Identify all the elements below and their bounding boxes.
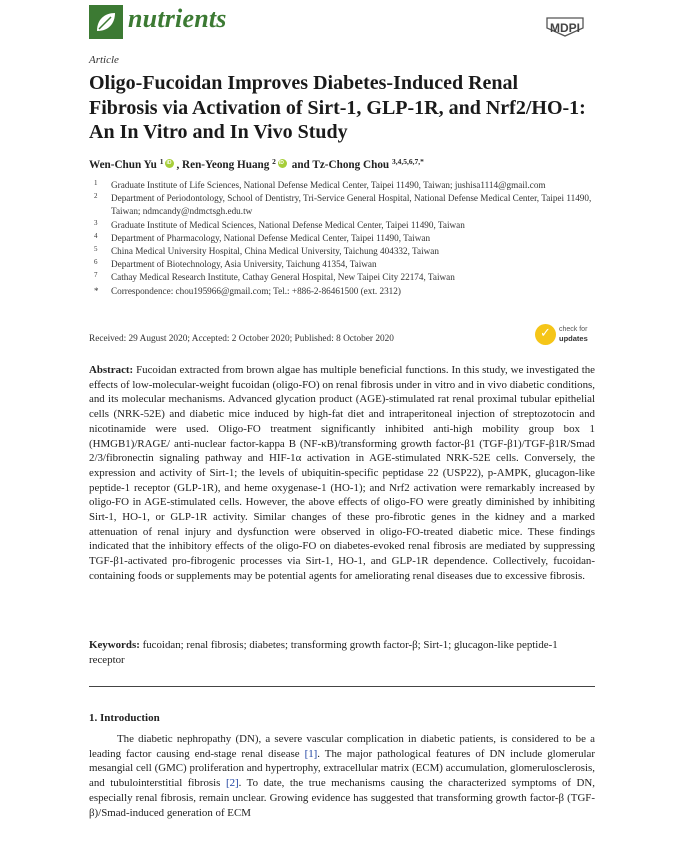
check-for-updates-badge[interactable] (535, 324, 597, 348)
citation-link[interactable]: [2] (225, 777, 239, 790)
affiliation-item (89, 232, 599, 245)
affiliation-item (89, 271, 599, 284)
article-type: Article (89, 54, 119, 66)
check-updates-label-bold: updates (559, 334, 588, 343)
publication-dates: Received: 29 August 2020; Accepted: 2 October 2020; Published: 8 October 2020 (89, 334, 394, 344)
affiliation-number: 2 (94, 192, 98, 201)
affiliation-item (89, 192, 599, 218)
author-affiliation-ref: 2 (272, 157, 276, 166)
affiliation-number: 3 (94, 218, 98, 227)
publisher-logo[interactable] (543, 14, 587, 38)
abstract-text: Fucoidan extracted from brown algae has multiple beneficial functions. In this study, we investigated the effects of low-molecular-weight fucoidan (oligo-FO) on renal fibrosis under in vitro and in vivo diabetic conditions, and its molecular mechanisms. Advanced glycation product (AGE)-stimulated rat renal proximal tubular epithelial cells (NRK-52E) and diabetic mice induced by high-fat diet and intraperitoneal injection of streptozotocin and nicotinamide were used. Oligo-FO treatment significantly inhibited anti-high mobility group box 1 (HMGB1)/RAGE/ anti-nuclear factor-kappa B (NF-κB)/transforming growth factor-β1 (TGF-β1)/TGF-β1R/Smad 2/3/fibronectin signaling pathway and HIF-1α activation in AGE-stimulated NRK-52E cells. Conversely, the expression and activity of Sirt-1; the levels of ubiquitin-specific peptidase 22 (USP22), p-AMPK, glucagon-like peptide-1 receptor (GLP-1R), and heme oxygenase-1 (HO-1); and Nrf2 activation were remarkably increased by oligo-FO in AGE-stimulated cells. However, the above effects of oligo-FO were greatly diminished by inhibiting Sirt-1, HO-1, or GLP-1R activity. Similar changes of these pro-fibrotic genes in the kidney and a marked attenuation of renal injury and dysfunction were observed in oligo-FO-treated diabetic mice. These findings indicated that the inhibitory effects of the oligo-FO on diabetes-evoked renal fibrosis are mediated by suppressing TGF-β1-activated pro-fibrogenic processes via Sirt-1, HO-1, and GLP-1R dependence. Collectively, fucoidan-containing foods or supplements may be potential agents for ameliorating renal diseases due to excessive fibrosis. (89, 364, 595, 582)
orcid-icon[interactable] (278, 159, 287, 168)
body-text: . The major pathological features of DN include glomerular mesangial cell (GMC) proliferation and hypertrophy, extracellular matrix (ECM) accumulation, glomerulosclerosis, and tubulointerstitial fibrosis (89, 747, 595, 790)
body-text: . To date, the true mechanisms causing the characterized symptoms of DN, especially renal fibrosis, remain unclear. Growing evidence has suggested that transforming growth factor-β (TGF-β)/Smad-induced generation of ECM (89, 777, 595, 819)
check-updates-label: check for (559, 326, 588, 333)
affiliation-number: 6 (94, 258, 98, 267)
correspondence (89, 285, 599, 298)
affiliation-number: 7 (94, 271, 98, 280)
correspondence-text[interactable]: Correspondence: chou195966@gmail.com; Tel.: +886-2-86461500 (ext. 2312) (111, 285, 401, 296)
abstract (89, 363, 595, 584)
affiliation-text: Department of Biotechnology, Asia University, Taichung 41354, Taiwan (111, 259, 377, 270)
intro-paragraph (89, 732, 595, 820)
affiliation-text: Department of Periodontology, School of Dentistry, Tri-Service General Hospital, National Defense Medical Center, Taipei 11490, Taiwan; ndmcandy@ndmctsgh.edu.tw (111, 193, 592, 217)
body-text: The diabetic nephropathy (DN), a severe vascular complication in diabetic patients, is considered to be a leading factor causing end-stage renal disease (89, 733, 595, 760)
citation-link[interactable]: [1] (304, 747, 318, 760)
section-heading: 1. Introduction (89, 712, 160, 724)
author-affiliation-ref: 1 (159, 157, 164, 166)
author-name[interactable]: Tz-Chong Chou (312, 159, 390, 171)
affiliation-item (89, 258, 599, 271)
affiliation-text: Graduate Institute of Medical Sciences, National Defense Medical Center, Taipei 11490, Taiwan (111, 219, 465, 230)
author-list: Wen-Chun Yu $^1$iD , Ren-Yeong Huang $^2$iD and Tz-Chong Chou $^{3,4,5,6,7,*}$ (89, 157, 424, 171)
check-icon: ✓ (540, 326, 551, 341)
affiliation-item (89, 179, 599, 192)
author-name[interactable]: Ren-Yeong Huang (182, 159, 270, 171)
affiliation-item (89, 219, 599, 232)
author-name[interactable]: Wen-Chun Yu (89, 159, 157, 171)
affiliation-number: 1 (94, 179, 98, 187)
author-affiliation-ref: 3,4,5,6,7,* (391, 157, 424, 166)
keywords-label: Keywords: (89, 639, 140, 651)
correspondence-marker: * (94, 285, 99, 296)
affiliation-text: Cathay Medical Research Institute, Cathay General Hospital, New Taipei City 22174, Taiwan (111, 272, 455, 283)
check-updates-circle (535, 324, 556, 345)
author-conjunction: and (291, 159, 310, 171)
affiliation-text: Department of Pharmacology, National Defense Medical Center, Taipei 11490, Taiwan (111, 232, 431, 243)
orcid-icon[interactable] (165, 159, 174, 168)
affiliations (89, 179, 599, 298)
journal-logo (89, 5, 123, 39)
publisher-name: MDPI (550, 21, 580, 35)
keywords-text: fucoidan; renal fibrosis; diabetes; transforming growth factor-β; Sirt-1; glucagon-like peptide-1 receptor (89, 639, 558, 666)
affiliation-item (89, 245, 599, 258)
affiliation-text: China Medical University Hospital, China Medical University, Taichung 404332, Taiwan (111, 246, 439, 257)
keywords (89, 638, 595, 667)
affiliation-text: Graduate Institute of Life Sciences, National Defense Medical Center, Taipei 11490, Taiwan; jushisa1114@gmail.com (111, 180, 546, 190)
paper-title: Oligo-Fucoidan Improves Diabetes-Induced Renal Fibrosis via Activation of Sirt-1, GLP-1R, and Nrf2/HO-1: An In Vitro and In Vivo Study (89, 72, 586, 143)
affiliation-number: 5 (94, 245, 98, 254)
affiliation-number: 4 (94, 231, 98, 240)
section-divider (89, 686, 595, 687)
journal-name[interactable]: nutrients (128, 4, 227, 33)
abstract-label: Abstract: (89, 364, 134, 376)
